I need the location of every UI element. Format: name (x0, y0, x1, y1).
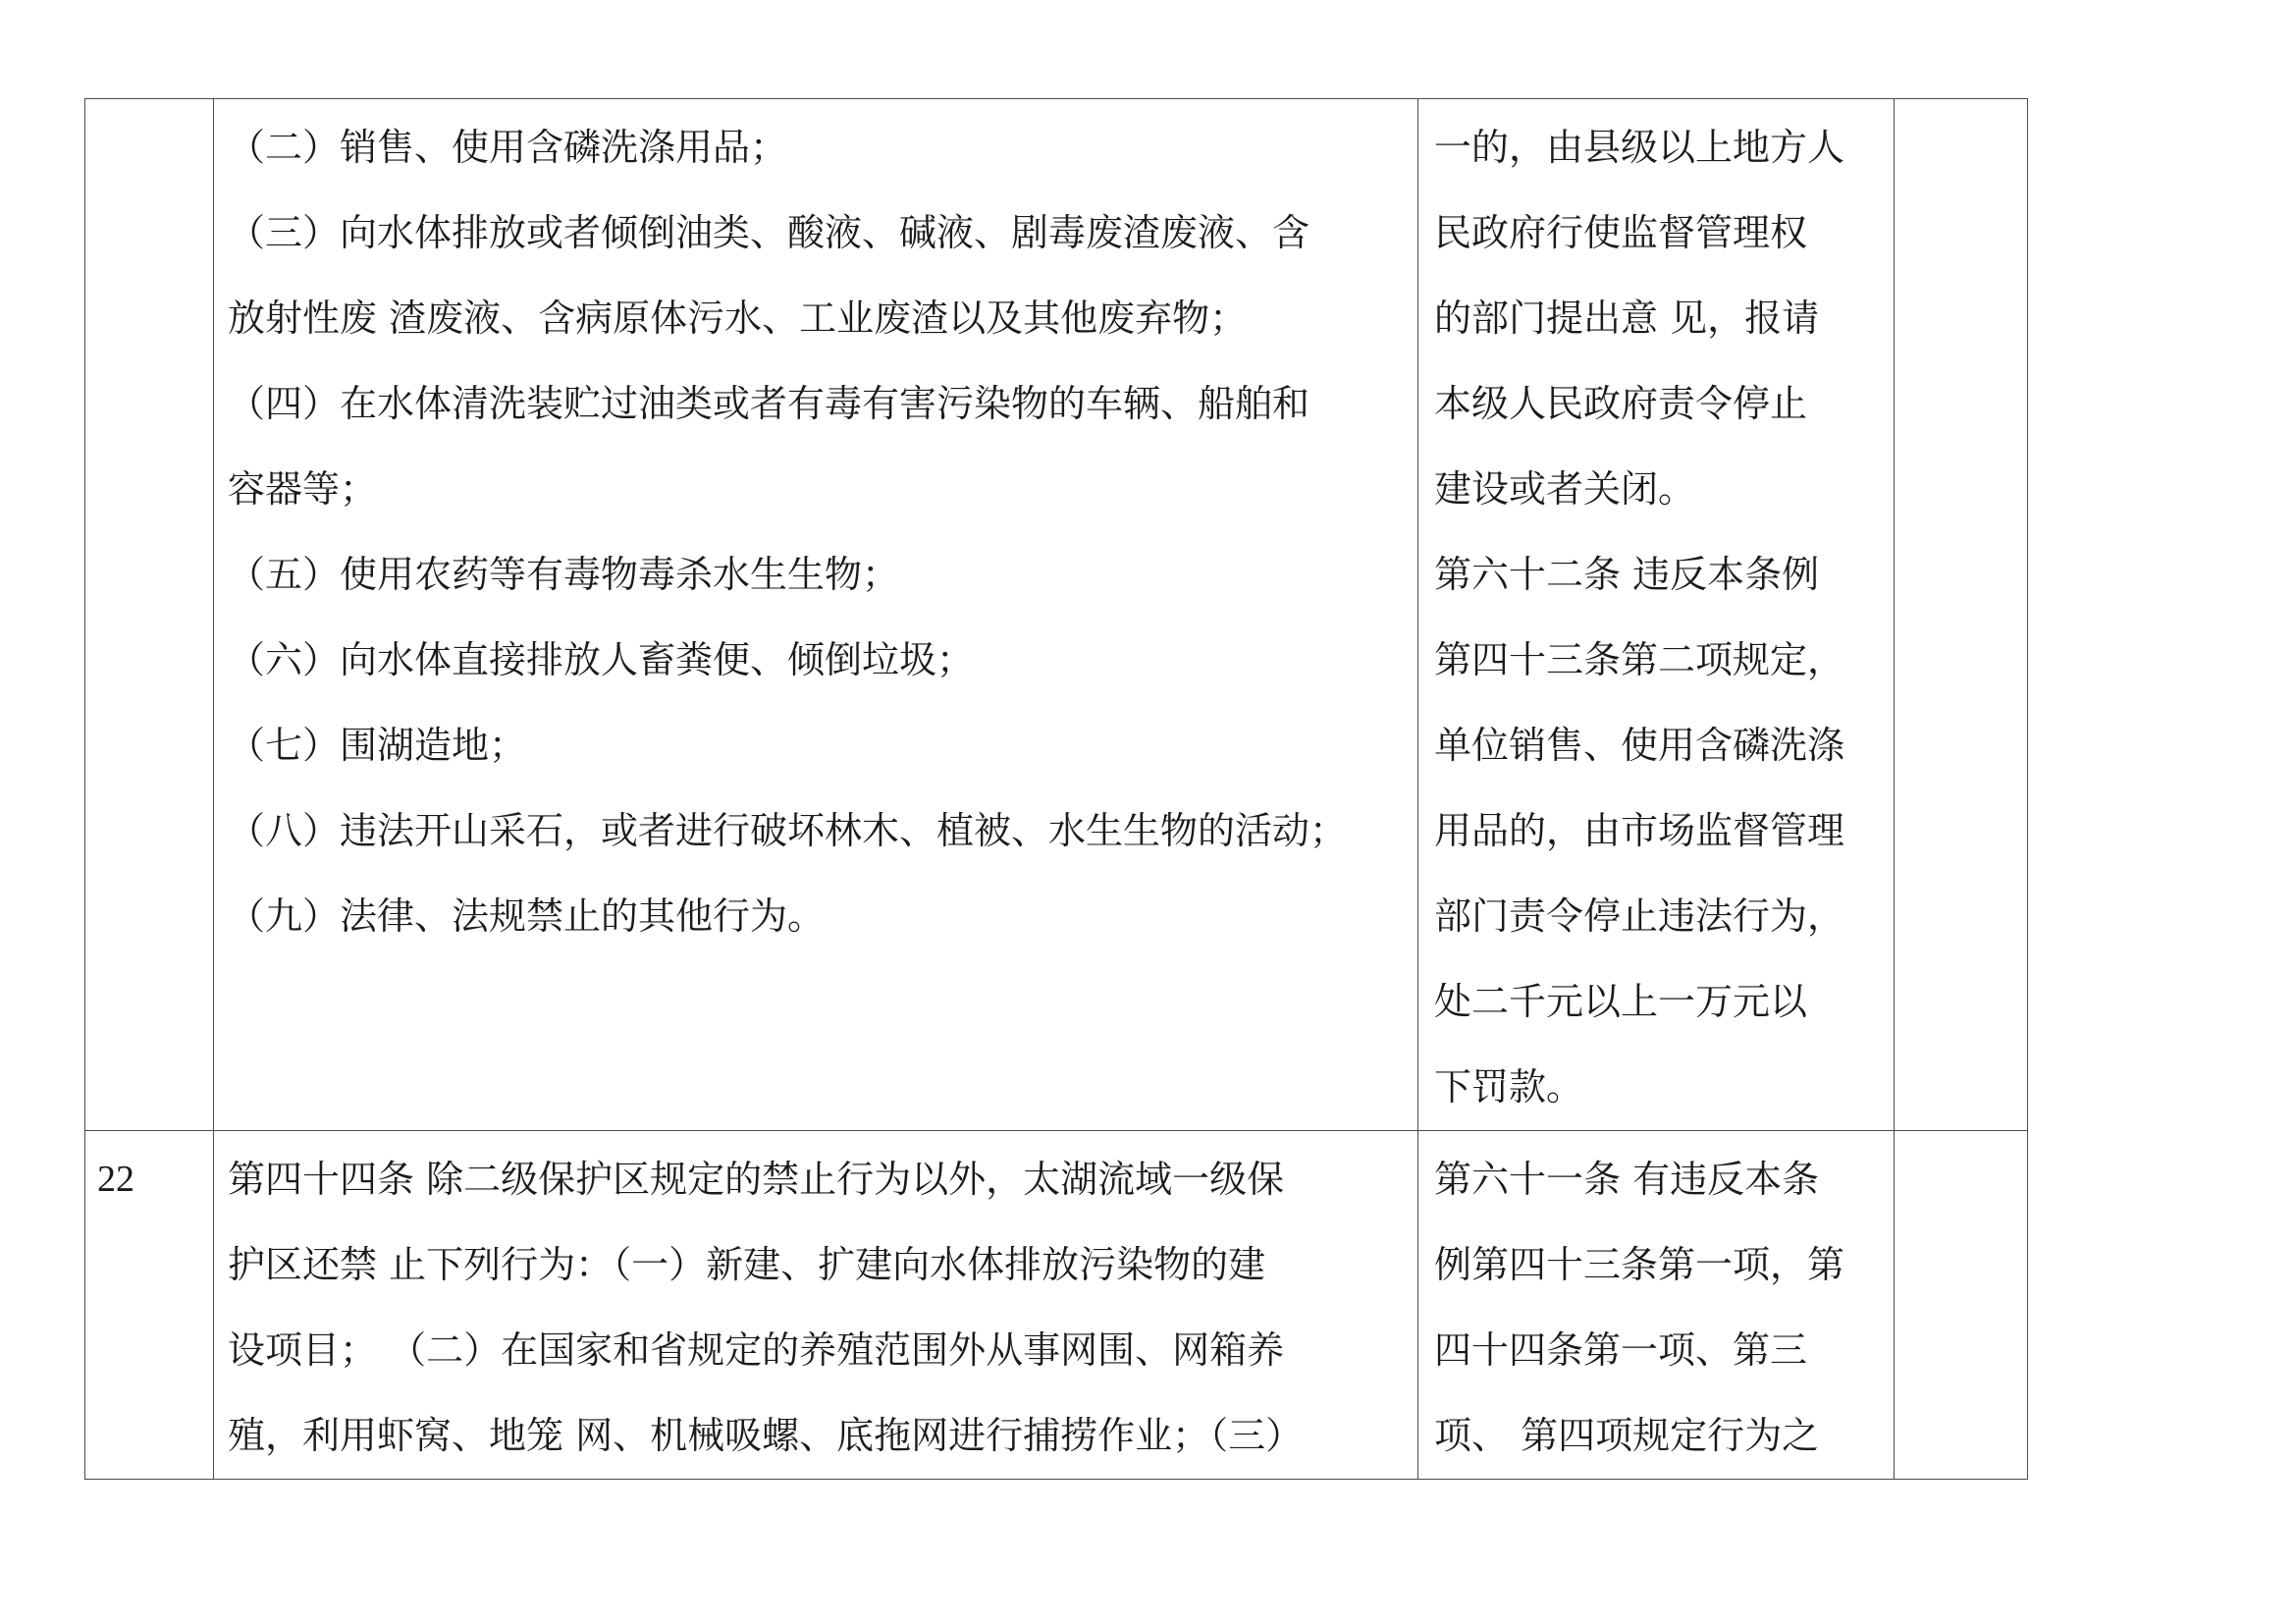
prohibited-acts-cell (214, 1131, 1418, 1480)
penalty-line: 四十四条第一项、第三 (1434, 1328, 1808, 1372)
prohibited-acts-cell (214, 99, 1418, 1131)
note-text (1906, 1137, 2027, 1222)
content-line: （五）使用农药等有毒物毒杀水生生物； (228, 553, 900, 596)
note-cell (1895, 1131, 2028, 1480)
content-line: （六）向水体直接排放人畜粪便、倾倒垃圾； (228, 638, 975, 681)
row-number (97, 105, 213, 190)
note-cell (1895, 99, 2028, 1131)
penalty-line: 下罚款。 (1434, 1065, 1584, 1109)
penalty-line: 第四十三条第二项规定， (1434, 638, 1845, 681)
content-line: 设项目； （二）在国家和省规定的养殖范围外从事网围、网箱养 (228, 1328, 1285, 1372)
penalty-line: 建设或者关闭。 (1434, 467, 1696, 511)
penalty-line: 部门责令停止违法行为， (1434, 894, 1845, 938)
penalty-line: 单位销售、使用含磷洗涤 (1434, 724, 1845, 767)
table-row (85, 1131, 2028, 1480)
penalty-line: 民政府行使监督管理权 (1434, 211, 1808, 254)
content-line: 护区还禁 止下列行为：（一）新建、扩建向水体排放污染物的建 (228, 1243, 1266, 1286)
penalty-line: 第六十一条 有违反本条 (1434, 1158, 1820, 1201)
penalty-line: 的部门提出意 见，报请 (1434, 297, 1820, 340)
penalty-line: 用品的，由市场监督管理 (1434, 809, 1845, 852)
content-line: 容器等； (228, 467, 378, 511)
penalty-cell (1418, 99, 1895, 1131)
content-line: （三）向水体排放或者倾倒油类、酸液、碱液、剧毒废渣废液、含 (228, 211, 1310, 254)
content-line: 第四十四条 除二级保护区规定的禁止行为以外，太湖流域一级保 (228, 1158, 1285, 1201)
penalty-line: 项、 第四项规定行为之 (1434, 1414, 1820, 1457)
content-line: 殖，利用虾窝、地笼 网、机械吸螺、底拖网进行捕捞作业；（三） (228, 1414, 1304, 1457)
penalty-line: 一的，由县级以上地方人 (1434, 126, 1845, 169)
row-number-cell (85, 99, 214, 1131)
content-line: （四）在水体清洗装贮过油类或者有毒有害污染物的车辆、船舶和 (228, 382, 1310, 425)
penalty-line: 第六十二条 违反本条例 (1434, 553, 1820, 596)
row-number: 22 (97, 1159, 134, 1200)
penalty-cell (1418, 1131, 1895, 1480)
content-line: （九）法律、法规禁止的其他行为。 (228, 894, 826, 938)
note-text (1906, 105, 2027, 190)
penalty-line: 本级人民政府责令停止 (1434, 382, 1808, 425)
table-row (85, 99, 2028, 1131)
row-number-cell (85, 1131, 214, 1480)
penalty-line: 例第四十三条第一项，第 (1434, 1243, 1845, 1286)
content-line: （七）围湖造地； (228, 724, 527, 767)
content-line: 放射性废 渣废液、含病原体污水、工业废渣以及其他废弃物； (228, 297, 1248, 340)
content-line: （二）销售、使用含磷洗涤用品； (228, 126, 788, 169)
content-line: （八）违法开山采石，或者进行破坏林木、植被、水生生物的活动； (228, 809, 1348, 852)
regulation-table (84, 98, 2028, 1480)
penalty-line: 处二千元以上一万元以 (1434, 980, 1808, 1023)
